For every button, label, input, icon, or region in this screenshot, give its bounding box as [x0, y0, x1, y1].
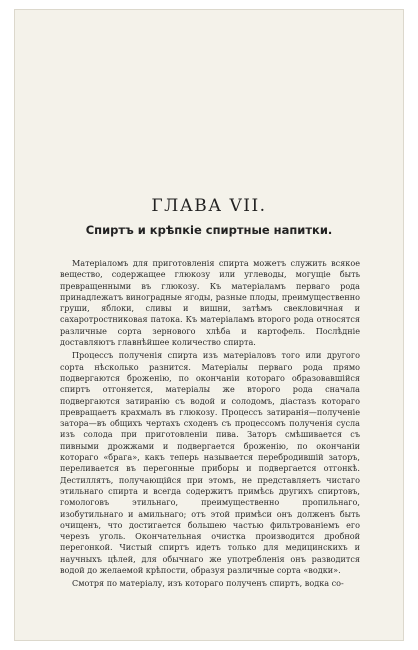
- paragraph-3: Смотря по матеріалу, изъ котораго полученъ спиртъ, водка со-: [72, 578, 344, 589]
- body-text: [60, 258, 360, 592]
- paragraph-1: Матеріаломъ для приготовленія спирта можетъ служить всякое вещество, содержащее глюкозу или углеводы, могущіе быть превращенными въ глюкозу. Къ матеріаламъ перваго рода принадлежатъ виноградные ягоды, разные плоды, преимущественно груши, яблоки, сливы и вишни, затѣмъ свекловичная и сахаротростниковая патока. Къ матеріаламъ второго рода относятся различные сорта зернового хлѣба и картофель. Послѣдніе доставляютъ главнѣйшее количество спирта.: [60, 258, 360, 348]
- chapter-title: ГЛАВА VII.: [151, 196, 267, 216]
- chapter-subtitle: Спиртъ и крѣпкіе спиртные напитки.: [85, 223, 333, 237]
- paragraph-2: Процессъ полученія спирта изъ матеріаловъ того или другого сорта нѣсколько разнится. Матеріалы перваго рода прямо подвергаются броженію, по окончаніи котораго образовавшійся спиртъ отгоняется, матеріалы же второго рода сначала подвергаются затиранію съ водой и солодомъ, діастазъ котораго превращаетъ крахмалъ въ глюкозу. Процессъ затиранія—полученіе затора—въ общихъ чертахъ сходенъ съ процессомъ полученія сусла изъ солода при приготовленіи пива. Заторъ смѣшивается съ пивными дрожжами и подвергается броженію, по окончаніи котораго «брага», какъ теперь называется перебродившій заторъ, переливается въ перегонные приборы и подвергается отгонкѣ. Дестиллятъ, получающійся при этомъ, не представляетъ чистаго этильнаго спирта и всегда содержитъ примѣсь другихъ спиртовъ, гомологовъ этильнаго, преимущественно пропильнаго, изобутильнаго и амильнаго; отъ этой примѣси онъ долженъ быть очищенъ, что достигается большею частью фильтрованіемъ его черезъ уголь. Окончательная очистка производится дробной перегонкой. Чистый спиртъ идетъ только для медицинскихъ и научныхъ цѣлей, для обычнаго же употребленія онъ разводится водой до желаемой крѣпости, образуя различные сорта «водки».: [60, 350, 360, 576]
